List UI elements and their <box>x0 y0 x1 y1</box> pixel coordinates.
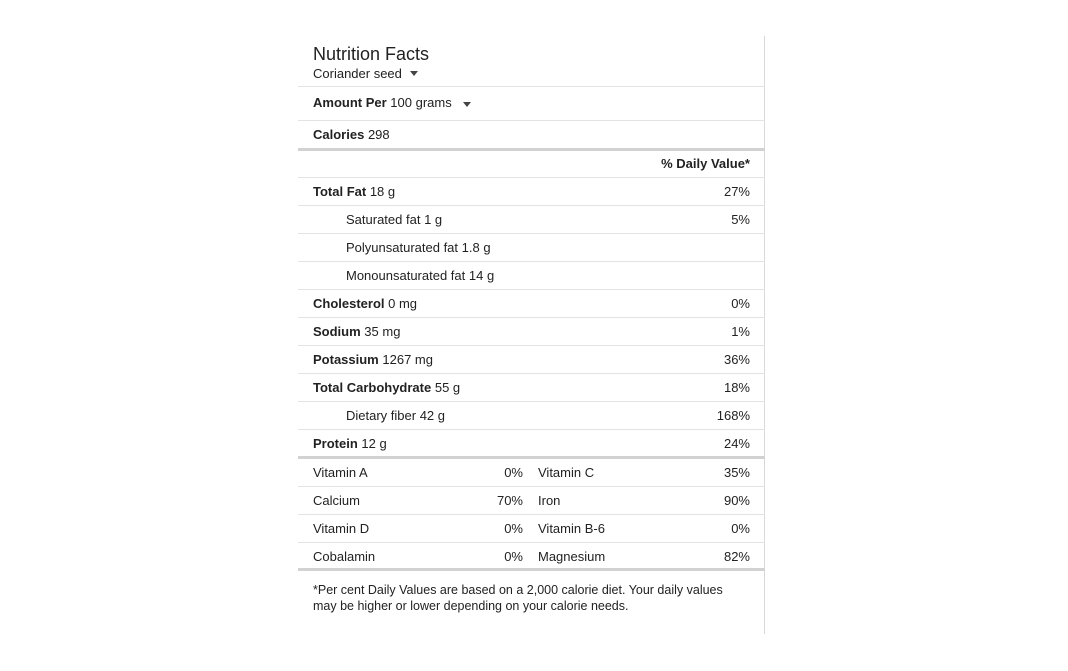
nutrient-amount: 35 mg <box>364 323 401 339</box>
nutrient-dv: 0% <box>731 295 750 311</box>
chevron-down-icon[interactable] <box>463 102 471 107</box>
nutrient-amount: 14 g <box>468 267 495 283</box>
nutrient-label: Total Fat <box>313 183 367 199</box>
nutrient-label: Sodium <box>313 323 361 339</box>
nutrient-row <box>298 373 765 401</box>
nutrient-amount: 0 mg <box>388 295 418 311</box>
nutrient-dv: 36% <box>723 351 750 367</box>
panel-title: Nutrition Facts <box>313 44 430 64</box>
footnote: *Per cent Daily Values are based on a 2,000 calorie diet. Your daily values may be higher or lower depending on your calorie needs. <box>313 583 723 613</box>
vitamin-value: 70% <box>496 492 523 508</box>
vitamin-row <box>298 542 765 570</box>
nutrient-label: Cholesterol <box>313 295 385 311</box>
vitamin-label: Vitamin C <box>538 464 595 480</box>
divider <box>298 568 765 571</box>
nutrient-row <box>298 345 765 373</box>
nutrient-row <box>298 205 765 233</box>
nutrient-label: Monounsaturated fat <box>346 267 466 283</box>
vitamin-row <box>298 514 765 542</box>
nutrient-dv: 24% <box>723 435 750 451</box>
nutrient-amount: 1.8 g <box>461 239 491 255</box>
vitamin-label: Magnesium <box>538 548 606 564</box>
vitamin-row <box>298 458 765 486</box>
nutrient-label: Dietary fiber <box>346 407 417 423</box>
nutrient-amount: 42 g <box>419 407 446 423</box>
vitamin-label: Cobalamin <box>313 548 376 564</box>
vitamin-label: Calcium <box>313 492 360 508</box>
food-selector[interactable] <box>313 66 418 81</box>
vitamin-label: Iron <box>538 492 561 508</box>
amount-unit-selector[interactable] <box>390 95 471 110</box>
nutrient-row <box>298 317 765 345</box>
amount-unit: 100 grams <box>390 94 452 110</box>
nutrient-row <box>298 233 765 261</box>
vitamin-row <box>298 486 765 514</box>
nutrient-label: Total Carbohydrate <box>313 379 432 395</box>
nutrient-row <box>298 401 765 429</box>
nutrition-facts-panel <box>298 36 765 634</box>
nutrient-dv: 1% <box>731 323 750 339</box>
vitamin-value: 90% <box>723 492 750 508</box>
calories-row <box>298 120 765 148</box>
nutrient-label: Polyunsaturated fat <box>346 239 459 255</box>
nutrient-amount: 1 g <box>424 211 443 227</box>
nutrient-label: Saturated fat <box>346 211 421 227</box>
nutrient-amount: 18 g <box>369 183 396 199</box>
nutrient-row <box>298 289 765 317</box>
vitamin-label: Vitamin D <box>313 520 370 536</box>
vitamin-value: 35% <box>723 464 750 480</box>
vitamin-value: 82% <box>723 548 750 564</box>
chevron-down-icon[interactable] <box>410 71 418 76</box>
dv-header-row <box>298 149 765 177</box>
vitamin-value: 0% <box>731 520 750 536</box>
nutrient-dv: 27% <box>723 183 750 199</box>
nutrient-dv: 5% <box>731 211 750 227</box>
nutrient-row <box>298 261 765 289</box>
nutrient-amount: 12 g <box>361 435 387 451</box>
nutrient-dv: 18% <box>723 379 750 395</box>
nutrient-amount: 55 g <box>434 379 461 395</box>
vitamin-value: 0% <box>504 520 523 536</box>
calories-value: 298 <box>367 126 390 142</box>
amount-row <box>298 88 765 116</box>
nutrient-label: Potassium <box>313 351 379 367</box>
nutrient-label: Protein <box>313 435 358 451</box>
vitamin-label: Vitamin B-6 <box>538 520 605 536</box>
nutrient-row <box>298 177 765 205</box>
vitamin-value: 0% <box>504 548 523 564</box>
food-name: Coriander seed <box>313 66 402 81</box>
amount-label: Amount Per <box>313 94 387 110</box>
nutrient-dv: 168% <box>716 407 750 423</box>
vitamin-value: 0% <box>504 464 523 480</box>
dv-header: % Daily Value* <box>661 155 750 171</box>
nutrient-amount: 1267 mg <box>382 351 433 367</box>
calories-label: Calories <box>313 126 365 142</box>
vitamin-label: Vitamin A <box>313 464 368 480</box>
divider <box>298 86 765 87</box>
nutrient-row <box>298 429 765 457</box>
